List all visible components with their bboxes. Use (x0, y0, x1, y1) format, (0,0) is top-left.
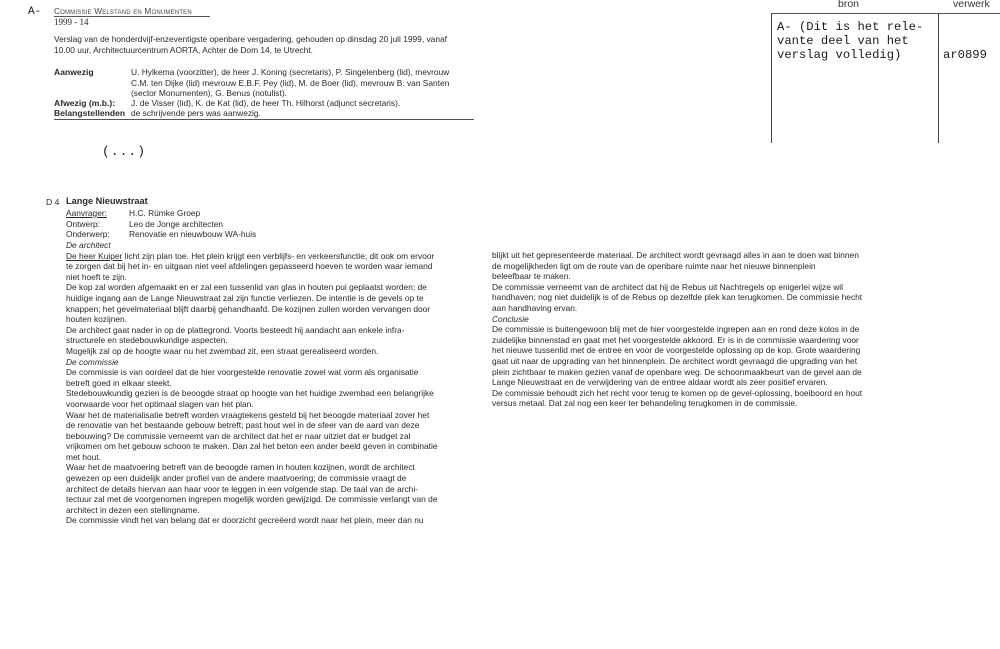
body-line: gaat uit naar de upgrading van het binnenplein. De architect wordt gevraagd die upgrading van het (492, 355, 858, 366)
item-number: D 4 (46, 197, 60, 207)
body-line: versus metaal. Dat zal nog een keer ter behandeling terugkomen in de commissie. (492, 398, 798, 409)
body-line: de renovatie van het bestaande gebouw betreft; past hout wel in de sfeer van de aard van deze (66, 420, 420, 431)
body-line: zuidelijke binnenstad en gaat met het voorgestelde akkoord. Er is in de commissie waardering voor (492, 334, 859, 345)
body-line: architect in dezen een stellingname. (66, 504, 200, 515)
body-line: blijkt uit het gepresenteerde materiaal. De architect wordt gevraagd alles in aan te doen wat binnen (492, 250, 859, 260)
organisation-name: Commissie Welstand en Monumenten (54, 7, 192, 16)
intro-line: 10.00 uur, Architectuurcentrum AORTA, Achter de Dom 14, te Utrecht. (54, 44, 313, 55)
meta-value: H.C. Rümke Groep (129, 208, 201, 218)
body-line: het nieuwe tussenlid met de entree en voor de voorgestelde oplossing op de kop. Grote waardering (492, 345, 861, 356)
left-column (66, 240, 476, 526)
body-line: De kop zal worden afgemaakt en er zal een tussenlid van glas in houten pui geplaatst worden; de (66, 282, 427, 293)
body-line: Lange Nieuwstraat en de verwijdering van de entree aldaar wordt als zeer positief ervaren. (492, 377, 828, 388)
header-rule (54, 119, 474, 120)
body-line: structurele en stedebouwkundige aspecten. (66, 335, 228, 346)
body-line: vrijkomen om het gebouw schoon te maken. Dan zal het beton een ander beeld geven in combinatie (66, 441, 438, 452)
body-line: handhaven; nog niet duidelijk is of de Rebus op dezelfde plek kan terugkomen. De commissie hecht (492, 292, 863, 303)
meta-value: Renovatie en nieuwbouw WA-huis (129, 229, 257, 240)
section-heading: De architect (66, 240, 111, 250)
interested-text: de schrijvende pers was aanwezig. (131, 108, 261, 118)
stamp-header-verwerk: verwerk (953, 0, 990, 10)
item-title: Lange Nieuwstraat (66, 196, 148, 206)
stamp-bron-line: verslag volledig) (777, 48, 902, 63)
stamp-bron-line: A- (Dit is het rele- (777, 20, 924, 34)
body-line: De commissie verneemt van de architect dat hij de Rebus uit Nachtregels op enigerlei wijze wil (492, 281, 843, 292)
stamp-mid-line (938, 13, 939, 143)
meta-label: Aanvrager: (66, 208, 107, 218)
stamp-header-line (771, 13, 1000, 14)
architect-name: De heer Kuiper (66, 250, 123, 261)
body-line: aan handhaving ervan. (492, 302, 578, 313)
stamp-bron-text (777, 20, 923, 63)
body-line: huidige ingang aan de Lange Nieuwstraat zal zijn functie verliezen. De intentie is de gevels op te (66, 292, 424, 303)
body-line: Stedebouwkundig gezien is de beoogde straat op hoogte van het huidige zwembad een belangrijke (66, 388, 434, 399)
body-line: houten kozijnen. (66, 314, 127, 325)
meta-label: Onderwerp: (66, 229, 110, 240)
body-line: tectuur zal met de voorgenomen ingrepen mogelijk worden gewijzigd. De commissie verlangt van de (66, 494, 438, 505)
body-line: voorwaarde voor het optimaal slagen van het plan. (66, 398, 254, 409)
stamp-left-line (771, 13, 772, 143)
stamp-header-bron: bron (838, 0, 860, 10)
body-line: bebouwing? De commissie verneemt van de architect dat het er naar uitziet dat er budget zal (66, 430, 411, 441)
stamp-verwerk-text: ar0899 (943, 48, 987, 62)
body-line: beleefbaar te maken. (492, 271, 571, 282)
meta-label: Ontwerp: (66, 218, 100, 229)
item-meta (66, 208, 256, 240)
absent-label: Afwezig (m.b.): (54, 98, 116, 108)
present-list (131, 67, 449, 99)
body-line: te zorgen dat bij het in- en uitgaan niet veel afdelingen gepasseerd hoeven te worden waar iemand (66, 261, 433, 272)
present-line: (sector Monumenten), G. Benus (notulist). (131, 88, 287, 99)
body-line: knappen; het gevelmateriaal blijft daarbij gehandhaafd. De kozijnen zullen worden vervangen door (66, 303, 431, 314)
body-line: De architect gaat nader in op de plattegrond. Voorts besteedt hij aandacht aan enkele infra- (66, 324, 405, 335)
meta-row-applicant (66, 208, 256, 219)
document-code: A- (28, 6, 42, 18)
body-line: De commissie is van oordeel dat de hier voorgestelde renovatie zowel wat vorm als organisatie (66, 367, 419, 378)
section-heading: Conclusie (492, 313, 529, 324)
stamp-bron-line: vante deel van het (777, 34, 909, 49)
body-line: architect de details hiervan aan haar voor te leggen in een volgende stap. De taal van de archi- (66, 483, 418, 494)
body-line: Mogelijk zal op de hoogte waar nu het zwembad zit, een straat gerealiseerd worden. (66, 345, 379, 356)
interested-label: Belangstellenden (54, 108, 126, 118)
body-line: De commissie is buitengewoon blij met de hier voorgestelde ingrepen aan en rond deze kolos in de (492, 324, 860, 335)
body-line: Waar het de materialisatie betreft worden vraagtekens gesteld bij het beoogde materiaal zover het (66, 409, 430, 420)
meta-row-design (66, 219, 256, 230)
section-heading: De commissie (66, 356, 119, 367)
body-line: betreft goed in elkaar steekt. (66, 377, 172, 388)
body-line: gewezen op een duidelijk ander profiel van de andere maatvoering; de commissie vraagt de (66, 473, 407, 484)
body-line: De commissie behoudt zich het recht voor terug te komen op de gevel-oplossing, boeiboord en hout (492, 387, 863, 398)
ellipsis-marker: (...) (102, 144, 147, 159)
intro-line: Verslag van de honderdvijf-enzeventigste openbare vergadering, gehouden op dinsdag 20 juli 1999, vanaf (54, 34, 447, 44)
report-number: 1999 - 14 (54, 17, 89, 27)
right-column (492, 250, 897, 409)
absent-list: J. de Visser (lid), K. de Kat (lid), de heer Th. Hilhorst (adjunct secretaris). (131, 98, 401, 108)
body-line: de mogelijkheden ligt om de route van de openbare ruimte naar het nieuwe binnenplein (492, 260, 816, 271)
body-line: plein zichtbaar te maken gezien vanaf de openbare weg. De schoonmaakbeurt van de gevel aan de (492, 366, 862, 377)
body-line: De commissie vindt het van belang dat er doorzicht gecreëerd wordt naar het plein, meer dan nu (66, 515, 424, 526)
present-label: Aanwezig (54, 67, 94, 77)
body-line: niet hoeft te zijn. (66, 271, 127, 282)
body-line: De heer Kuiper licht zijn plan toe. Het plein krijgt een verblijfs- en verkeersfunctie; dit ook om ervoor (66, 250, 435, 261)
present-line: U. Hylkema (voorzitter), de heer J. Koning (secretaris), P. Singelenberg (lid), mevrouw (131, 67, 450, 77)
body-line: Waar het de maatvoering betreft van de beoogde ramen in houten kozijnen, wordt de architect (66, 462, 415, 473)
meeting-intro (54, 34, 447, 55)
body-line: met hout. (66, 451, 101, 462)
meta-value: Leo de Jonge architecten (129, 218, 224, 229)
present-line: C.M. ten Dijke (lid) mevrouw E.B.F. Pey (lid), M. de Boer (lid), mevrouw B. van Santen (131, 77, 450, 88)
meta-row-subject (66, 229, 256, 240)
